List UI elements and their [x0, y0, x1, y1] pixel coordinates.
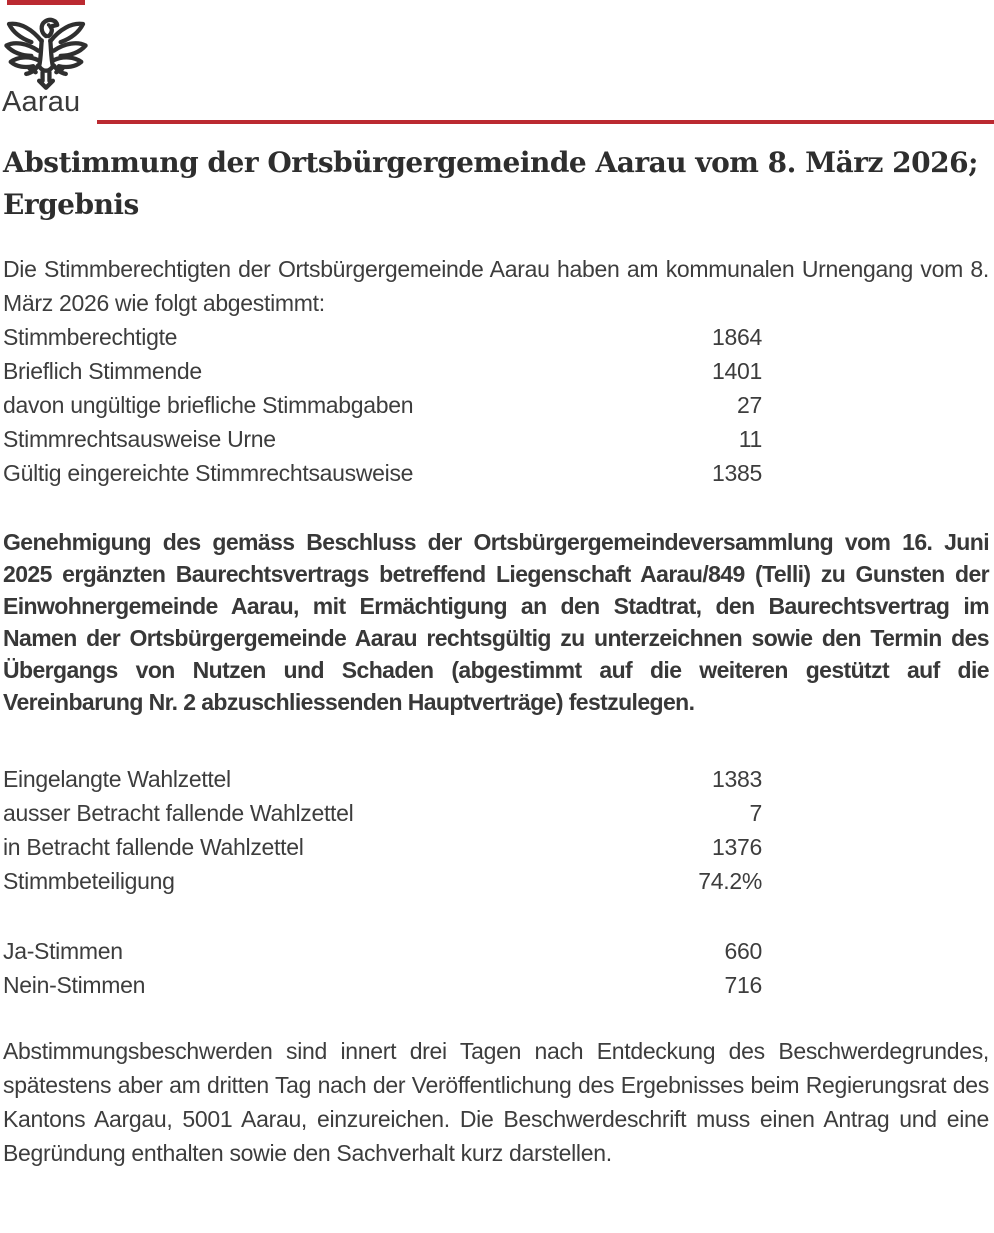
stat-label: Stimmrechtsausweise Urne [3, 426, 276, 452]
brand-wordmark: Aarau [2, 86, 81, 118]
stat-label: davon ungültige briefliche Stimmabgaben [3, 392, 414, 418]
stat-label: Nein-Stimmen [3, 972, 146, 998]
table-row [3, 762, 762, 796]
stat-label: Brieflich Stimmende [3, 358, 202, 384]
table-row [3, 320, 762, 354]
table-row [3, 388, 762, 422]
stat-value: 716 [724, 972, 762, 998]
stat-value: 1401 [712, 358, 762, 384]
stat-label: Stimmberechtigte [3, 324, 178, 350]
stat-label: ausser Betracht fallende Wahlzettel [3, 800, 354, 826]
stat-value: 7 [749, 800, 762, 826]
stat-label: Gültig eingereichte Stimmrechtsausweise [3, 460, 414, 486]
brand-accent-bar [7, 0, 85, 5]
stat-value: 1864 [712, 324, 762, 350]
turnout-stats-table [3, 320, 762, 490]
header-divider-rule [97, 120, 994, 124]
stat-value: 74.2% [698, 868, 762, 894]
appeal-paragraph: Abstimmungsbeschwerden sind innert drei Tagen nach Entdeckung des Beschwerdegrundes, spätestens aber am dritten Tag nach der Veröffentlichung des Ergebnisses beim Regierungsrat des Kantons Aargau, 5001 Aarau, einzureichen. Die Beschwerdeschrift muss einen Antrag und eine Begründung enthalten sowie den Sachverhalt kurz darstellen. [3, 1038, 989, 1166]
stat-value: 27 [737, 392, 762, 418]
intro-paragraph: Die Stimmberechtigten der Ortsbürgergemeinde Aarau haben am kommunalen Urnengang vom 8. März 2026 wie folgt abgestimmt: [3, 256, 989, 316]
vote-results-table [3, 934, 762, 1002]
stat-label: Ja-Stimmen [3, 938, 123, 964]
ballot-stats-table [3, 762, 762, 898]
table-row [3, 354, 762, 388]
table-row [3, 968, 762, 1002]
document-content [3, 142, 989, 1170]
table-row [3, 934, 762, 968]
stat-value: 660 [724, 938, 762, 964]
stat-label: in Betracht fallende Wahlzettel [3, 834, 304, 860]
page-title: Abstimmung der Ortsbürgergemeinde Aarau vom 8. März 2026; Ergebnis [3, 146, 978, 221]
proposal-paragraph: Genehmigung des gemäss Beschluss der Ortsbürgergemeindeversammlung vom 16. Juni 2025 ergänzten Baurechtsvertrags betreffend Liegenschaft Aarau/849 (Telli) zu Gunsten der Einwohnergemeinde Aarau, mit Ermächtigung an den Stadtrat, den Baurechtsvertrag im Namen der Ortsbürgergemeinde Aarau rechtsgültig zu unterzeichnen sowie den Termin des Übergangs von Nutzen und Schaden (abgestimmt auf die weiteren gestützt auf die Vereinbarung Nr. 2 abzuschliessenden Hauptverträge) festzulegen. [3, 529, 989, 715]
table-row [3, 830, 762, 864]
stat-value: 1376 [712, 834, 762, 860]
table-row [3, 796, 762, 830]
table-row [3, 456, 762, 490]
stat-value: 1383 [712, 766, 762, 792]
stat-value: 1385 [712, 460, 762, 486]
stat-label: Stimmbeteiligung [3, 868, 175, 894]
table-row [3, 864, 762, 898]
stat-label: Eingelangte Wahlzettel [3, 766, 231, 792]
table-row [3, 422, 762, 456]
stat-value: 11 [738, 426, 762, 452]
